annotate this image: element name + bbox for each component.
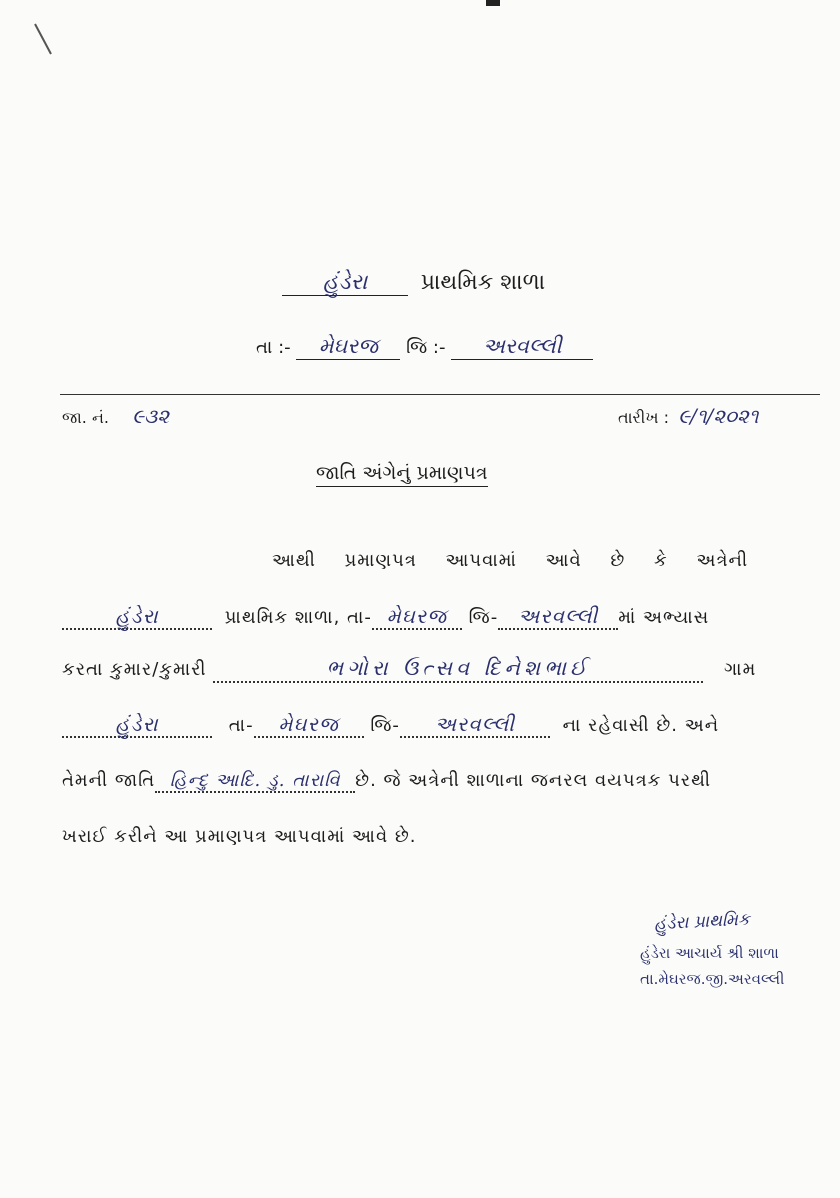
line3-start-text: કરતા કુમાર/કુમારી (62, 659, 207, 680)
taluka-field: મેઘરજ (372, 604, 462, 630)
body-line-3 (62, 656, 756, 683)
ref-date-label: તારીખ : (618, 408, 670, 427)
body-line-1: આથી પ્રમાણપત્ર આપવામાં આવે છે કે અત્રેની (272, 550, 749, 571)
line5-end-text: છે. જે અત્રેની શાળાના જનરલ વયપત્રક પરથી (355, 770, 712, 791)
ref-date (618, 404, 759, 428)
body-line-6: ખરાઈ કરીને આ પ્રમાણપત્ર આપવામાં આવે છે. (62, 826, 417, 847)
school-name-blank: હુંડેરા (282, 270, 408, 296)
school-header (282, 270, 545, 296)
school-label: પ્રાથમિક શાળા (420, 270, 546, 295)
line2-district-label: જિ- (468, 607, 499, 628)
scan-mark (34, 24, 52, 55)
signature: હુંડેરા પ્રાથમિક (653, 909, 751, 935)
body-line-4 (62, 712, 719, 738)
line3-end-text: ગામ (724, 659, 757, 680)
line4-end-text: ના રહેવાસી છે. અને (562, 715, 720, 736)
caste-field: હિન્દુ આદિ. ડુ. તારાવિ (155, 770, 355, 793)
line4-taluka-label: તા- (228, 715, 254, 736)
district-field: અરવલ્લી (498, 604, 618, 630)
stamp-line-2: તા.મેઘરજ.જી.અરવલ્લી (640, 970, 785, 988)
header-divider (60, 394, 820, 395)
line2-mid-text: પ્રાથમિક શાળા, તા- (224, 607, 372, 628)
district-label: જિ :- (406, 337, 446, 358)
district-blank: અરવલ્લી (451, 334, 593, 360)
stamp-line-1: હુંડેરા આચાર્ય શ્રી શાળા (640, 944, 779, 962)
taluka-district-line (256, 334, 593, 360)
scan-mark (486, 0, 500, 6)
line2-end-text: માં અભ્યાસ (618, 607, 710, 628)
line4-taluka-field: મેઘરજ (254, 712, 364, 738)
line5-start-text: તેમની જાતિ (62, 770, 156, 791)
ref-number (62, 404, 169, 428)
student-name-field: ભગોરા ઉત્સવ દિનેશભાઈ (213, 656, 703, 683)
taluka-label: તા :- (256, 337, 291, 358)
ref-number-label: જા. નં. (62, 408, 109, 427)
ref-date-value: ૯/૧/૨૦૨૧ (678, 404, 759, 428)
line4-district-field: અરવલ્લી (400, 712, 550, 738)
village-field: હુંડેરા (62, 712, 212, 738)
line4-district-label: જિ- (370, 715, 400, 736)
certificate-title: જાતિ અંગેનું પ્રમાણપત્ર (316, 462, 488, 487)
school-name-field: હુંડેરા (62, 604, 212, 630)
taluka-blank: મેઘરજ (296, 334, 400, 360)
body-line-2 (62, 604, 709, 630)
ref-number-value: ૯૩૨ (132, 404, 169, 428)
body-line-5 (62, 770, 711, 793)
